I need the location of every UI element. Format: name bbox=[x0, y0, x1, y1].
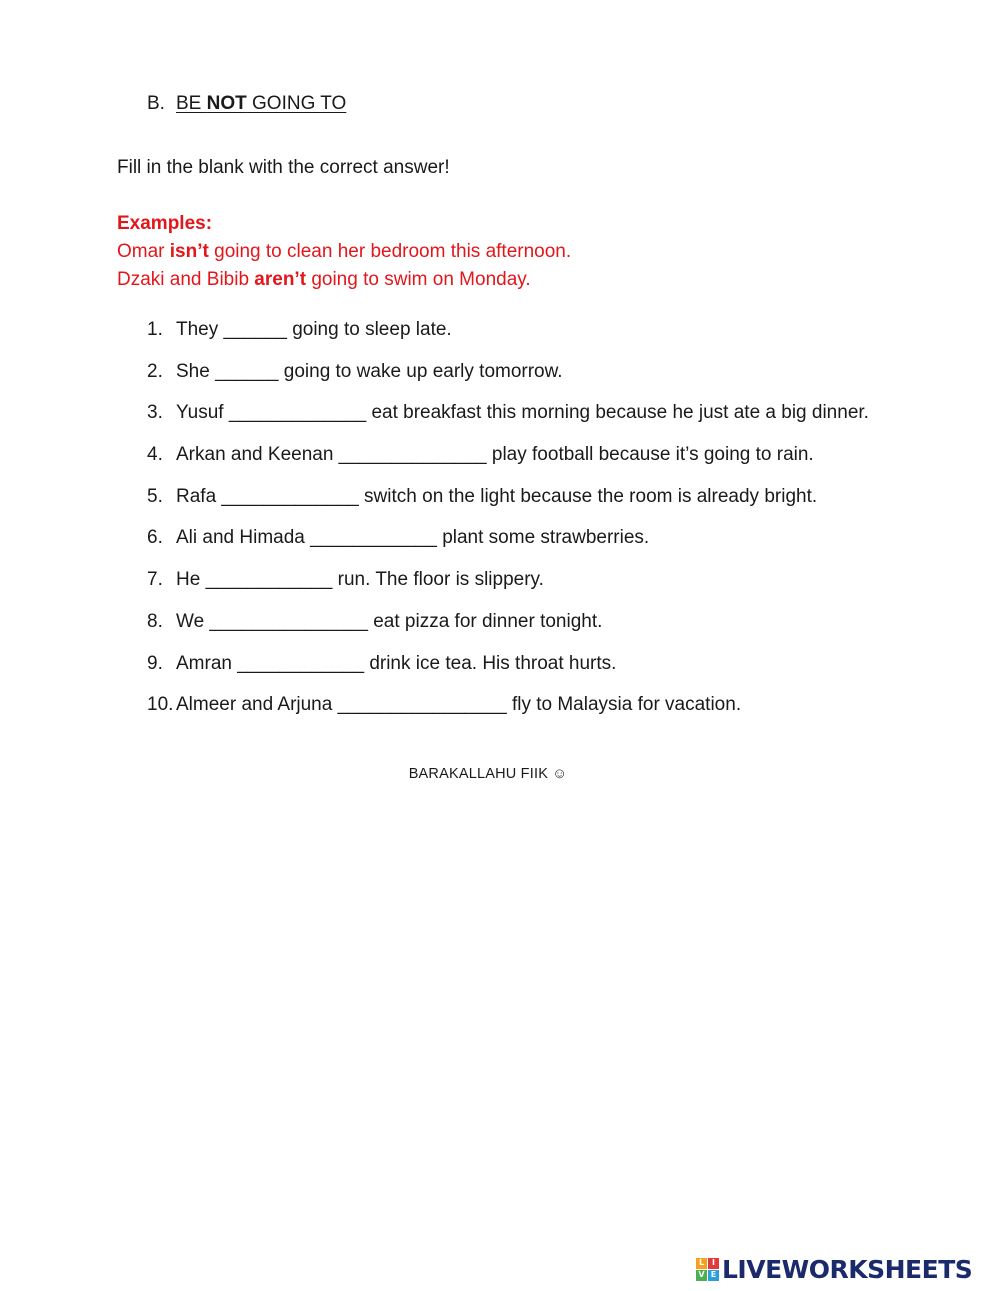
liveworksheets-logo bbox=[696, 1254, 972, 1284]
question-text: Yusuf _____________ eat breakfast this morning because he just ate a big dinner. bbox=[176, 402, 869, 424]
logo-block: L bbox=[696, 1258, 707, 1269]
question-item: 3. Yusuf _____________ eat breakfast this morning because he just ate a big dinner. bbox=[147, 402, 869, 424]
question-text: They ______ going to sleep late. bbox=[176, 319, 452, 340]
instruction-text: Fill in the blank with the correct answer! bbox=[117, 157, 450, 178]
section-title-bold: NOT bbox=[206, 93, 247, 114]
logo-block: E bbox=[708, 1270, 719, 1281]
question-item: 7. He ____________ run. The floor is slippery. bbox=[147, 569, 544, 591]
question-item: 6. Ali and Himada ____________ plant some strawberries. bbox=[147, 527, 650, 549]
logo-block: I bbox=[708, 1258, 719, 1269]
question-item: 9. Amran ____________ drink ice tea. His throat hurts. bbox=[147, 652, 617, 674]
question-text: He ____________ run. The floor is slippery. bbox=[176, 569, 544, 591]
section-letter: B. bbox=[147, 93, 165, 114]
question-item: 10. Almeer and Arjuna ________________ fly to Malaysia for vacation. bbox=[147, 694, 742, 716]
question-list bbox=[147, 318, 869, 735]
example-line-1: Omar isn’t going to clean her bedroom this afternoon. bbox=[117, 241, 572, 262]
question-text: We _______________ eat pizza for dinner tonight. bbox=[176, 610, 603, 632]
question-text: Amran ____________ drink ice tea. His throat hurts. bbox=[176, 652, 617, 674]
closing-text: BARAKALLAHU FIIK ☺ bbox=[408, 766, 568, 782]
question-item: 2. She ______ going to wake up early tomorrow. bbox=[147, 360, 563, 382]
logo-block: V bbox=[696, 1270, 707, 1281]
question-item: 4. Arkan and Keenan ______________ play football because it’s going to rain. bbox=[147, 444, 814, 466]
question-text: Ali and Himada ____________ plant some strawberries. bbox=[176, 527, 650, 549]
logo-text: LIVEWORKSHEETS bbox=[722, 1254, 973, 1284]
examples-block bbox=[117, 210, 571, 294]
examples-label: Examples: bbox=[117, 213, 213, 234]
question-item: 8. We _______________ eat pizza for dinner tonight. bbox=[147, 610, 603, 632]
section-title: BE NOT GOING TO bbox=[176, 93, 347, 114]
logo-blocks-icon bbox=[696, 1258, 719, 1281]
question-item: 5. Rafa _____________ switch on the light because the room is already bright. bbox=[147, 485, 818, 507]
question-text: Almeer and Arjuna ________________ fly to Malaysia for vacation. bbox=[176, 694, 742, 716]
question-item: 1. They ______ going to sleep late. bbox=[147, 319, 452, 340]
question-text: She ______ going to wake up early tomorrow. bbox=[176, 360, 563, 382]
example-line-2: Dzaki and Bibib aren’t going to swim on Monday. bbox=[117, 269, 531, 290]
section-heading bbox=[147, 92, 346, 116]
question-text: Rafa _____________ switch on the light because the room is already bright. bbox=[176, 485, 818, 507]
question-text: Arkan and Keenan ______________ play football because it’s going to rain. bbox=[176, 444, 814, 466]
